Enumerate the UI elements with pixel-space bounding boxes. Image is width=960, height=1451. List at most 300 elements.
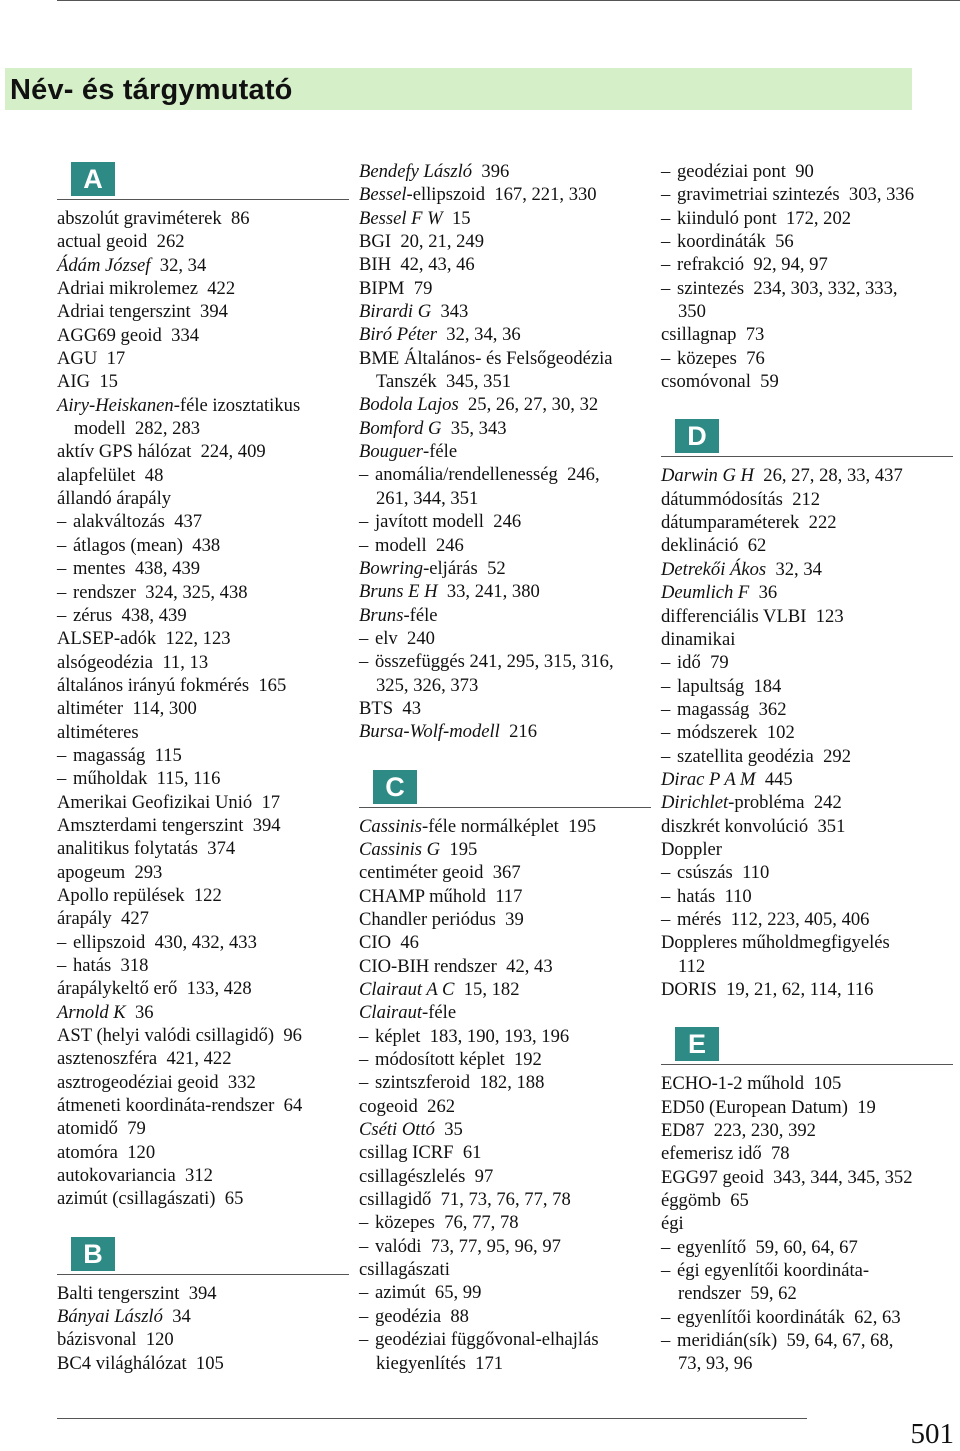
entry-term: hatás bbox=[73, 955, 112, 976]
index-entry bbox=[57, 1305, 349, 1328]
entry-term: általános irányú fokmérés bbox=[57, 674, 250, 696]
entry-term: 350 bbox=[678, 301, 706, 323]
entry-term: képlet bbox=[375, 1025, 421, 1047]
index-subentry bbox=[661, 651, 953, 674]
entry-page-refs: 343, 344, 345, 352 bbox=[773, 1166, 913, 1188]
entry-page-refs: 223, 230, 392 bbox=[713, 1120, 816, 1142]
subentry-dash: – bbox=[661, 207, 671, 229]
entry-term: altiméteres bbox=[57, 721, 139, 743]
entry-term: kiinduló pont bbox=[677, 207, 777, 229]
entry-term: csillagászati bbox=[359, 1259, 450, 1281]
entry-term: dátumparaméterek bbox=[661, 512, 800, 534]
section-letter-badge: A bbox=[71, 162, 115, 196]
section-letter-block bbox=[57, 160, 349, 207]
index-subentry bbox=[661, 861, 953, 884]
entry-page-refs: 11, 13 bbox=[162, 651, 209, 673]
entry-term: Adriai mikrolemez bbox=[57, 278, 198, 300]
entry-term: átmeneti koordináta-rendszer bbox=[57, 1095, 275, 1117]
entry-page-refs: 367 bbox=[492, 862, 521, 884]
index-entry bbox=[57, 1282, 349, 1305]
entry-term: csomóvonal bbox=[661, 371, 751, 393]
section-letter-block bbox=[661, 1025, 953, 1072]
index-subentry bbox=[57, 510, 349, 533]
entry-term: Dirichlet bbox=[661, 792, 729, 814]
subentry-dash: – bbox=[661, 347, 671, 369]
entry-page-refs: 76, 77, 78 bbox=[444, 1212, 519, 1234]
entry-page-refs: 292 bbox=[823, 745, 851, 767]
index-entry bbox=[359, 440, 651, 463]
index-subentry bbox=[661, 675, 953, 698]
entry-page-refs: 234, 303, 332, 333, bbox=[753, 277, 898, 299]
index-entry bbox=[359, 230, 651, 253]
entry-term: Arnold K bbox=[57, 1001, 126, 1023]
entry-page-refs: 374 bbox=[207, 838, 236, 860]
entry-page-refs: 351 bbox=[817, 815, 846, 837]
entry-term: meridián(sík) bbox=[677, 1330, 778, 1352]
index-entry bbox=[359, 183, 651, 206]
entry-page-refs: 312 bbox=[185, 1165, 213, 1187]
index-entry bbox=[661, 370, 953, 393]
entry-term: állandó árapály bbox=[57, 488, 172, 510]
entry-term: közepes bbox=[375, 1212, 435, 1234]
entry-page-refs: 123 bbox=[815, 605, 844, 627]
entry-term: AIG bbox=[57, 371, 91, 393]
entry-term: árapálykeltő erő bbox=[57, 978, 178, 1000]
index-entry bbox=[57, 230, 349, 253]
entry-term-suffix: -féle bbox=[403, 604, 438, 626]
entry-term: Darwin G H bbox=[661, 465, 754, 487]
index-entry-continuation bbox=[661, 1282, 953, 1305]
entry-term: altiméter bbox=[57, 698, 124, 720]
entry-page-refs: 242 bbox=[813, 792, 842, 814]
index-subentry bbox=[359, 1048, 651, 1071]
entry-term: geodézia bbox=[375, 1305, 442, 1327]
index-entry bbox=[661, 1072, 953, 1095]
entry-term: műholdak bbox=[73, 768, 148, 790]
subentry-dash: – bbox=[57, 604, 67, 626]
index-entry bbox=[661, 1096, 953, 1119]
subentry-dash: – bbox=[359, 627, 369, 649]
entry-page-refs: 65 bbox=[224, 1188, 244, 1210]
entry-page-refs: 212 bbox=[792, 488, 821, 510]
entry-term: anomália/rendellenesség bbox=[375, 464, 558, 486]
index-subentry bbox=[661, 908, 953, 931]
index-entry bbox=[359, 885, 651, 908]
entry-term: actual geoid bbox=[57, 231, 148, 253]
entry-term: magasság bbox=[73, 744, 146, 766]
entry-term: Chandler periódus bbox=[359, 908, 496, 930]
index-subentry bbox=[359, 534, 651, 557]
subentry-dash: – bbox=[359, 1212, 369, 1234]
entry-term: elv bbox=[375, 627, 398, 649]
entry-page-refs: 15 bbox=[99, 371, 118, 393]
entry-page-refs: 97 bbox=[474, 1165, 494, 1187]
entry-term: Detrekői Ákos bbox=[661, 558, 767, 580]
entry-term: Apollo repülések bbox=[57, 884, 185, 906]
entry-term: AGG69 geoid bbox=[57, 324, 162, 346]
subentry-dash: – bbox=[359, 1329, 369, 1351]
entry-term: aktív GPS hálózat bbox=[57, 441, 192, 463]
subentry-dash: – bbox=[661, 745, 671, 767]
entry-page-refs: 362 bbox=[758, 698, 787, 720]
index-entry bbox=[57, 697, 349, 720]
entry-page-refs: 222 bbox=[808, 512, 837, 534]
page-number: 501 bbox=[910, 1418, 954, 1450]
entry-term: Bursa-Wolf-modell bbox=[359, 721, 500, 743]
entry-term: asztenoszféra bbox=[57, 1048, 158, 1070]
entry-term: Doppler bbox=[661, 838, 722, 860]
index-subentry bbox=[57, 534, 349, 557]
entry-page-refs: 115, 116 bbox=[156, 768, 221, 790]
subentry-dash: – bbox=[661, 1260, 671, 1282]
index-entry bbox=[661, 581, 953, 604]
entry-page-refs: 110 bbox=[724, 885, 752, 907]
entry-page-refs: 26, 27, 28, 33, 437 bbox=[763, 465, 903, 487]
entry-page-refs: 216 bbox=[509, 721, 538, 743]
subentry-dash: – bbox=[57, 955, 67, 976]
entry-term: Cséti Ottó bbox=[359, 1119, 435, 1141]
index-entry bbox=[359, 1188, 651, 1211]
entry-term: mentes bbox=[73, 558, 126, 580]
index-entry bbox=[661, 1212, 953, 1235]
entry-page-refs: 15, 182 bbox=[463, 979, 520, 1000]
index-subentry bbox=[57, 744, 349, 767]
entry-term: Clairaut A C bbox=[359, 979, 455, 1000]
entry-term-suffix: -ellipszoid bbox=[406, 184, 486, 206]
index-entry bbox=[57, 347, 349, 370]
entry-page-refs: 172, 202 bbox=[785, 207, 852, 229]
entry-page-refs: 79 bbox=[127, 1118, 146, 1140]
entry-term: modell bbox=[74, 418, 126, 440]
index-entry bbox=[661, 815, 953, 838]
index-entry bbox=[661, 605, 953, 628]
entry-page-refs: 65 bbox=[730, 1190, 749, 1212]
subentry-dash: – bbox=[57, 581, 67, 603]
entry-page-refs: 421, 422 bbox=[166, 1048, 232, 1070]
entry-term: differenciális VLBI bbox=[661, 605, 807, 627]
entry-term: diszkrét konvolúció bbox=[661, 815, 809, 837]
index-entry bbox=[661, 1142, 953, 1165]
entry-term: Balti tengerszint bbox=[57, 1282, 180, 1304]
index-entry bbox=[57, 487, 349, 510]
index-entry bbox=[57, 254, 349, 277]
index-entry bbox=[661, 931, 953, 954]
entry-page-refs: 79 bbox=[710, 652, 729, 674]
entry-term: árapály bbox=[57, 908, 112, 930]
index-entry bbox=[359, 277, 651, 300]
entry-term: valódi bbox=[375, 1235, 422, 1257]
entry-term: Deumlich F bbox=[661, 582, 750, 604]
index-entry bbox=[57, 907, 349, 930]
entry-page-refs: 65, 99 bbox=[434, 1282, 482, 1304]
entry-term: égi bbox=[661, 1213, 684, 1235]
entry-term-suffix: -eljárás bbox=[423, 557, 478, 579]
section-divider bbox=[661, 456, 953, 457]
entry-page-refs: 73, 77, 95, 96, 97 bbox=[430, 1235, 561, 1257]
entry-term: összefüggés 241, 295, 315, 316, bbox=[375, 651, 614, 673]
entry-term: cogeoid bbox=[359, 1095, 418, 1117]
entry-page-refs: 427 bbox=[121, 908, 149, 930]
subentry-dash: – bbox=[359, 1282, 369, 1304]
entry-page-refs: 32, 34 bbox=[159, 254, 207, 276]
index-entry bbox=[359, 417, 651, 440]
entry-page-refs: 35, 343 bbox=[450, 417, 507, 439]
index-column-2 bbox=[359, 160, 651, 1375]
entry-term: Bomford G bbox=[359, 417, 442, 439]
entry-page-refs: 240 bbox=[407, 627, 435, 649]
entry-term: efemerisz idő bbox=[661, 1143, 762, 1165]
index-entry bbox=[57, 370, 349, 393]
index-subentry bbox=[57, 604, 349, 627]
entry-page-refs: 36 bbox=[758, 582, 778, 604]
index-subentry bbox=[359, 510, 651, 533]
subentry-dash: – bbox=[359, 1025, 369, 1047]
section-letter-badge: C bbox=[373, 770, 417, 804]
subentry-dash: – bbox=[661, 161, 671, 182]
entry-term: zérus bbox=[73, 604, 113, 626]
entry-term: alsógeodézia bbox=[57, 651, 154, 673]
index-subentry bbox=[57, 954, 349, 977]
subentry-dash: – bbox=[359, 1305, 369, 1327]
index-entry bbox=[359, 815, 651, 838]
entry-term: módszerek bbox=[677, 722, 758, 744]
entry-page-refs: 62, 63 bbox=[854, 1306, 901, 1328]
bottom-rule bbox=[57, 1418, 807, 1419]
index-entry bbox=[57, 1352, 349, 1375]
entry-term: Biró Péter bbox=[359, 324, 437, 346]
index-entry bbox=[57, 837, 349, 860]
entry-page-refs: 345, 351 bbox=[445, 371, 512, 393]
entry-page-refs: 17 bbox=[106, 348, 126, 370]
index-entry bbox=[359, 1118, 651, 1141]
index-column-3 bbox=[661, 160, 953, 1376]
index-subentry bbox=[661, 745, 953, 768]
entry-page-refs: 88 bbox=[450, 1305, 469, 1327]
entry-term: apogeum bbox=[57, 861, 126, 883]
entry-term: 112 bbox=[678, 955, 706, 977]
entry-term: Airy-Heiskanen bbox=[57, 394, 174, 416]
entry-term: 73, 93, 96 bbox=[678, 1353, 753, 1375]
entry-page-refs: 59, 64, 67, 68, bbox=[786, 1330, 894, 1352]
subentry-dash: – bbox=[661, 1236, 671, 1258]
entry-term: Bessel bbox=[359, 184, 407, 206]
entry-page-refs: 59 bbox=[760, 371, 779, 393]
entry-term: Doppleres műholdmegfigyelés bbox=[661, 932, 890, 954]
entry-page-refs: 246 bbox=[435, 534, 464, 556]
entry-term: javított modell bbox=[375, 511, 484, 533]
index-entry bbox=[359, 838, 651, 861]
entry-page-refs: 48 bbox=[144, 464, 164, 486]
entry-page-refs: 105 bbox=[813, 1073, 842, 1095]
index-subentry bbox=[57, 557, 349, 580]
subentry-dash: – bbox=[661, 652, 671, 674]
entry-page-refs: 79 bbox=[413, 277, 433, 299]
entry-page-refs: 71, 73, 76, 77, 78 bbox=[440, 1189, 571, 1211]
index-entry bbox=[661, 1189, 953, 1212]
section-spacer bbox=[359, 744, 651, 768]
entry-page-refs: 105 bbox=[195, 1352, 224, 1374]
index-subentry bbox=[359, 463, 651, 486]
entry-page-refs: 437 bbox=[174, 511, 203, 533]
entry-page-refs: 324, 325, 438 bbox=[145, 581, 248, 603]
entry-term: Clairaut bbox=[359, 1002, 423, 1024]
entry-page-refs: 110 bbox=[742, 862, 770, 884]
entry-page-refs: 102 bbox=[766, 722, 795, 744]
section-divider bbox=[359, 807, 651, 808]
index-entry bbox=[57, 394, 349, 417]
entry-page-refs: 35 bbox=[444, 1119, 463, 1141]
index-entry bbox=[359, 393, 651, 416]
entry-page-refs: 42, 43 bbox=[506, 955, 553, 977]
entry-page-refs: 422 bbox=[207, 278, 236, 300]
entry-term-suffix: -féle izosztatikus bbox=[173, 394, 301, 416]
entry-page-refs: 90 bbox=[795, 161, 814, 182]
entry-page-refs: 396 bbox=[481, 161, 510, 182]
entry-term: szatellita geodézia bbox=[677, 745, 814, 767]
entry-page-refs: 438 bbox=[192, 534, 221, 556]
entry-term-suffix: -féle bbox=[422, 1002, 457, 1024]
index-subentry bbox=[661, 1306, 953, 1329]
index-subentry bbox=[661, 347, 953, 370]
entry-page-refs: 394 bbox=[200, 301, 228, 323]
index-entry bbox=[57, 277, 349, 300]
index-subentry bbox=[661, 160, 953, 183]
index-subentry bbox=[661, 230, 953, 253]
index-entry bbox=[57, 324, 349, 347]
entry-page-refs: 78 bbox=[770, 1143, 790, 1165]
entry-term: atomóra bbox=[57, 1141, 118, 1163]
entry-term: Ádám József bbox=[57, 254, 151, 276]
subentry-dash: – bbox=[57, 744, 67, 766]
entry-term: DORIS bbox=[661, 979, 717, 1000]
entry-term: AST (helyi valódi csillagidő) bbox=[57, 1025, 275, 1047]
index-entry bbox=[359, 557, 651, 580]
entry-term: Bányai László bbox=[57, 1306, 163, 1328]
subentry-dash: – bbox=[661, 231, 671, 253]
entry-page-refs: 33, 241, 380 bbox=[446, 581, 540, 603]
entry-term: ECHO-1-2 műhold bbox=[661, 1073, 805, 1095]
index-entry bbox=[359, 160, 651, 183]
subentry-dash: – bbox=[57, 768, 67, 790]
index-subentry bbox=[57, 931, 349, 954]
entry-page-refs: 115 bbox=[154, 744, 182, 766]
entry-page-refs: 20, 21, 249 bbox=[400, 231, 484, 253]
entry-page-refs: 192 bbox=[513, 1049, 542, 1071]
entry-term-suffix: -féle bbox=[423, 441, 458, 463]
subentry-dash: – bbox=[359, 511, 369, 533]
entry-term: ALSEP-adók bbox=[57, 628, 157, 650]
index-entry-continuation bbox=[359, 370, 651, 393]
entry-term: Birardi G bbox=[359, 301, 432, 323]
section-divider bbox=[57, 199, 349, 200]
entry-term: hatás bbox=[677, 885, 716, 907]
subentry-dash: – bbox=[661, 675, 671, 697]
entry-page-refs: 73 bbox=[745, 324, 765, 346]
index-entry bbox=[57, 1164, 349, 1187]
index-column-1 bbox=[57, 160, 349, 1375]
subentry-dash: – bbox=[661, 885, 671, 907]
entry-page-refs: 224, 409 bbox=[200, 441, 266, 463]
entry-term: azimút (csillagászati) bbox=[57, 1188, 216, 1210]
entry-term: ED50 (European Datum) bbox=[661, 1096, 848, 1118]
entry-term: CIO-BIH rendszer bbox=[359, 955, 497, 977]
entry-page-refs: 43 bbox=[402, 697, 421, 719]
index-entry bbox=[359, 604, 651, 627]
index-entry bbox=[661, 558, 953, 581]
index-entry bbox=[661, 534, 953, 557]
index-entry bbox=[661, 1119, 953, 1142]
entry-term: koordináták bbox=[677, 231, 766, 253]
entry-term: alakváltozás bbox=[73, 511, 165, 533]
index-subentry bbox=[661, 698, 953, 721]
index-subentry bbox=[359, 1025, 651, 1048]
index-entry bbox=[57, 1328, 349, 1351]
index-entry bbox=[57, 814, 349, 837]
subentry-dash: – bbox=[661, 254, 671, 276]
index-subentry bbox=[359, 1235, 651, 1258]
entry-term: alapfelület bbox=[57, 464, 136, 486]
section-letter-badge: B bbox=[71, 1237, 115, 1271]
index-entry bbox=[359, 580, 651, 603]
index-entry bbox=[359, 323, 651, 346]
index-entry bbox=[359, 1165, 651, 1188]
index-subentry bbox=[661, 1329, 953, 1352]
section-letter-badge: D bbox=[675, 419, 719, 453]
subentry-dash: – bbox=[359, 651, 369, 673]
index-subentry bbox=[661, 885, 953, 908]
entry-term: Bruns E H bbox=[359, 581, 438, 603]
entry-term: közepes bbox=[677, 347, 737, 369]
index-subentry bbox=[661, 1236, 953, 1259]
entry-term: dinamikai bbox=[661, 628, 736, 650]
entry-term: Bouguer bbox=[359, 441, 424, 463]
entry-term: modell bbox=[375, 534, 427, 556]
index-entry bbox=[57, 300, 349, 323]
entry-term: autokovariancia bbox=[57, 1165, 176, 1187]
entry-page-refs: 34 bbox=[172, 1306, 191, 1328]
entry-term: Bessel F W bbox=[359, 207, 443, 229]
entry-page-refs: 112, 223, 405, 406 bbox=[730, 908, 870, 930]
entry-term: lapultság bbox=[677, 675, 745, 697]
entry-term: dátummódosítás bbox=[661, 488, 783, 510]
entry-term: szintszferoid bbox=[375, 1072, 471, 1094]
entry-page-refs: 394 bbox=[252, 814, 281, 836]
index-entry bbox=[57, 884, 349, 907]
entry-term: geodéziai pont bbox=[677, 161, 786, 182]
index-entry bbox=[57, 977, 349, 1000]
section-spacer bbox=[661, 393, 953, 417]
index-entry bbox=[661, 1166, 953, 1189]
entry-term: refrakció bbox=[677, 254, 745, 276]
entry-page-refs: 133, 428 bbox=[186, 978, 252, 1000]
entry-page-refs: 52 bbox=[487, 557, 506, 579]
entry-page-refs: 96 bbox=[283, 1025, 302, 1047]
index-subentry bbox=[57, 767, 349, 790]
index-entry-continuation bbox=[359, 674, 651, 697]
entry-page-refs: 282, 283 bbox=[134, 418, 201, 440]
subentry-dash: – bbox=[661, 722, 671, 744]
index-entry bbox=[359, 697, 651, 720]
entry-page-refs: 32, 34, 36 bbox=[446, 324, 521, 346]
subentry-dash: – bbox=[57, 511, 67, 533]
entry-term: BIH bbox=[359, 254, 392, 276]
index-entry-continuation bbox=[57, 417, 349, 440]
subentry-dash: – bbox=[661, 698, 671, 720]
index-entry bbox=[359, 1141, 651, 1164]
entry-term: Cassinis bbox=[359, 815, 423, 837]
entry-term: BIPM bbox=[359, 277, 405, 299]
subentry-dash: – bbox=[661, 862, 671, 884]
